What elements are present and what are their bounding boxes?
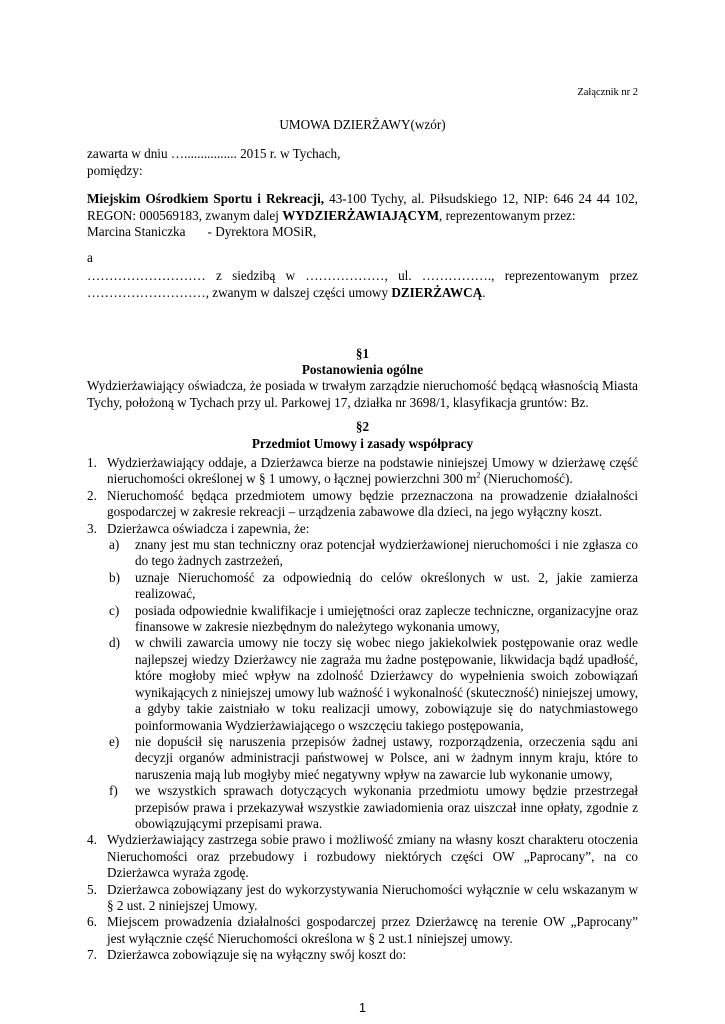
section2-number: §2 (355, 419, 370, 434)
party1-name: Miejskim Ośrodkiem Sportu i Rekreacji, (87, 191, 325, 206)
section1-number: §1 (355, 346, 370, 361)
sublist-text: posiada odpowiednie kwalifikacje i umiejętności oraz zaplecze techniczne, organizacyjne oraz finansowe w zakresie niezbędnym do należytego wykonania umowy, (135, 602, 638, 635)
item1-text-end: (Nieruchomość). (480, 471, 573, 487)
list-item (87, 521, 638, 833)
party1-line3 (87, 224, 638, 241)
sublist-item (107, 635, 638, 733)
list-item (87, 947, 638, 963)
sublist-letter: c) (109, 602, 120, 618)
list-item-number: 4. (87, 832, 97, 848)
party2-line2-post: . (482, 284, 486, 300)
between-label: pomiędzy: (87, 162, 143, 178)
section2-list (87, 455, 638, 964)
document-title: UMOWA DZIERŻAWY(wzór) (279, 117, 446, 132)
party2-line2 (87, 285, 638, 302)
sublist-text: w chwili zawarcia umowy nie toczy się wobec niego jakiekolwiek postępowanie oraz wedle najlepszej wiedzy Dzierżawcy nie zagraża mu żadne postępowanie, likwidacja bądź upadłość, które mogłoby mieć wpływ na zdolność Dzierżawcy do wypełnienia swoich zobowiązań wynikających z niniejszej umowy lub ważność i wykonalność (skuteczność) niniejszej umowy, a gdyby takie zaistniało w toku realizacji umowy, zobowiązuje się do natychmiastowego poinformowania Wydzierżawiającego o wszczęciu takiego postępowania, (135, 635, 638, 733)
list-item (87, 488, 638, 521)
party1-line2 (87, 208, 638, 225)
item3-sublist (107, 537, 638, 832)
section1-text: Wydzierżawiający oświadcza, że posiada w trwałym zarządzie nieruchomość będącą własnością Miasta Tychy, położoną w Tychach przy ul. Parkowej 17, działka nr 3698/1, klasyfikacja gruntów: Bz. (87, 378, 638, 410)
sublist-item (107, 734, 638, 783)
party1-regon: REGON: 000569183, zwanym dalej (87, 207, 283, 223)
contract-date-block (87, 146, 638, 179)
list-item (87, 455, 638, 488)
sublist-item (107, 570, 638, 603)
party-lessor (87, 191, 638, 241)
item1-superscript: 2 (476, 471, 481, 481)
item6-text: Miejscem prowadzenia działalności gospodarczej przez Dzierżawcę na terenie OW „Paprocany” jest wyłącznie część Nieruchomości określona w § 2 ust.1 niniejszej umowy. (107, 914, 638, 946)
sublist-text: uznaje Nieruchomość za odpowiednią do celów określonych w ust. 2, jakie zamierza realizować, (135, 569, 638, 602)
party2-line1: ……………………… z siedzibą w ………………, ul. ……………., reprezentowanym przez (87, 268, 638, 283)
list-item (87, 882, 638, 915)
item4-text: Wydzierżawiający zastrzega sobie prawo i możliwość zmiany na własny koszt charakteru otoczenia Nieruchomości oraz przebudowy i rozbudowy niektórych części OW „Paprocany”, na co Dzierżawca wyraża zgodę. (107, 832, 638, 881)
item1-text: Wydzierżawiający oddaje, a Dzierżawca bierze na podstawie niniejszej Umowy w dzierżawę część nieruchomości określonej w § 1 umowy, o łącznej powierzchni 300 m (107, 455, 638, 487)
list-item-number: 7. (87, 947, 97, 963)
item7-text: Dzierżawca zobowiązuje się na wyłączny swój koszt do: (107, 947, 407, 963)
sublist-item (107, 603, 638, 636)
list-item-number: 5. (87, 881, 97, 897)
concluded-line: zawarta w dniu …................ 2015 r. w Tychach, (87, 146, 341, 161)
list-item-number: 6. (87, 914, 97, 930)
party1-role: WYDZIERŻAWIAJĄCYM (282, 207, 440, 223)
party1-details: 43-100 Tychy, al. Piłsudskiego 12, NIP: 646 24 44 102, (324, 191, 638, 206)
party1-rep-name: Marcina Staniczka (87, 224, 186, 239)
item2-text: Nieruchomość będąca przedmiotem umowy będzie przeznaczona na prowadzenie działalności gospodarczej w zakresie rekreacji – urządzenia zabawowe dla dzieci, na jego wyłączny koszt. (107, 487, 638, 520)
page-number: 1 (358, 1000, 367, 1015)
list-item-number: 1. (87, 455, 97, 470)
sublist-text: znany jest mu stan techniczny oraz potencjał wydzierżawionej nieruchomości i nie zgłasza co do tego żadnych zastrzeżeń, (135, 537, 638, 569)
party2-role: DZIERŻAWCĄ (391, 284, 483, 300)
sublist-text: we wszystkich sprawach dotyczących wykonania przedmiotu umowy będzie przestrzegał przepisów prawa i przekazywał wszystkie zawiadomienia oraz uiszczał inne opłaty, zgodnie z obowiązującymi przepisami prawa. (135, 783, 638, 831)
party1-rep-role: - Dyrektora MOSiR, (207, 224, 317, 239)
sublist-item (107, 783, 638, 832)
party1-represented: , reprezentowanym przez: (439, 207, 576, 223)
list-item (87, 832, 638, 881)
section2-heading: Przedmiot Umowy i zasady współpracy (251, 436, 474, 451)
party2-line2-pre: ………………………, zwanym w dalszej części umowy (87, 284, 392, 300)
sublist-letter: e) (109, 733, 120, 749)
conj-a: a (87, 250, 93, 265)
sublist-letter: f) (109, 783, 118, 799)
party1-line1 (87, 191, 638, 208)
section1-heading: Postanowienia ogólne (301, 362, 424, 377)
party-lessee (87, 268, 638, 301)
item3-text: Dzierżawca oświadcza i zapewnia, że: (107, 520, 310, 536)
list-item-number: 3. (87, 520, 97, 536)
list-item-number: 2. (87, 487, 97, 503)
sublist-letter: d) (109, 635, 120, 651)
sublist-text: nie dopuścił się naruszenia przepisów żadnej ustawy, rozporządzenia, orzeczenia sądu ani decyzji organów administracji państwowej w Polsce, ani w żadnym innym kraju, które to naruszenia mają lub mogłyby mieć negatywny wpływ na zawarcie lub wykonanie umowy, (135, 733, 638, 782)
attachment-label: Załącznik nr 2 (577, 87, 638, 98)
sublist-letter: a) (109, 537, 120, 553)
sublist-item (107, 537, 638, 570)
list-item (87, 914, 638, 947)
item5-text: Dzierżawca zobowiązany jest do wykorzystywania Nieruchomości wyłącznie w celu wskazanym w § 2 ust. 2 niniejszej Umowy. (107, 881, 638, 913)
sublist-letter: b) (109, 569, 120, 585)
